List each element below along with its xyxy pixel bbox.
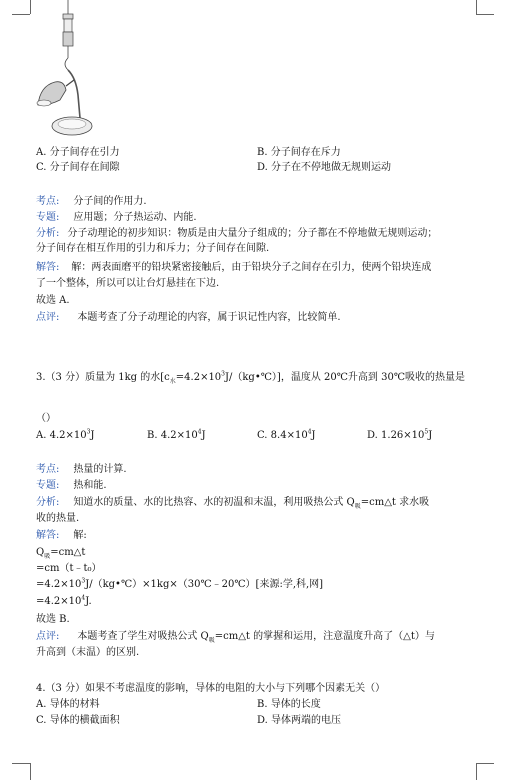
q1-jieda: 解答: 解：两表面磨平的铅块紧密接触后，由于铅块分子之间存在引力，使两个铅块连成 [36,262,432,273]
q1-option-a: A. 分子间存在引力 [36,147,120,158]
q3-fenxi-line2: 收的热量. [36,513,80,524]
crop-mark-top-right-h [476,14,494,15]
q3-paren: （） [36,413,56,424]
q3-kaodian: 考点: 热量的计算. [36,464,127,475]
q3-stem: 3.（3 分）质量为 1kg 的水$[c_水=4.2\times 10^3J/(kg•℃)]$，温度从 20℃升高到 30℃吸收的热量是 [36,370,466,385]
crop-mark-bottom-right-v [476,763,477,780]
q3-dianping-line2: 升高到（末温）的区别. [36,647,140,658]
q3-calc-line1: $Q_吸=cm\triangle t$ [36,547,86,560]
q4-option-c: C. 导体的横截面积 [36,715,120,726]
q1-fenxi: 分析: 分子动理论的初步知识：物质是由大量分子组成的；分子都在不停地做无规则运动； [36,228,438,239]
q3-option-d: D. $1.26\times 10^5J$ [367,428,433,441]
q1-option-b: B. 分子间存在斥力 [257,147,341,158]
q1-option-d: D. 分子在不停地做无规则运动 [257,162,392,173]
q3-zhuanti: 专题: 热和能. [36,480,107,491]
q1-dianping: 点评: 本题考查了分子动理论的内容，属于识记性内容，比较简单. [36,312,341,323]
q3-option-a: A. $4.2\times 10^3J$ [36,428,95,441]
q1-fenxi-line2: 分子间存在相互作用的引力和斥力；分子间存在间隙. [36,243,270,254]
q1-answer: 故选 A. [36,295,70,306]
q4-option-b: B. 导体的长度 [257,699,321,710]
q3-calc-line3: $=4.2\times 10^3J/(kg•℃)\times 1kg\times(30℃﹣20℃)$[来源:学,科,网] [36,577,324,590]
q4-stem: 4.（3 分）如果不考虑温度的影响，导体的电阻的大小与下列哪个因素无关（） [36,683,386,694]
q3-fenxi: 分析: 知道水的质量、水的比热容、水的初温和末温，利用吸热公式 $Q_吸=cm\triangle t$ 求水吸 [36,497,430,510]
q4-option-d: D. 导体两端的电压 [257,715,342,726]
crop-mark-top-right-v [476,0,477,14]
q1-zhuanti: 专题: 应用题；分子热运动、内能. [36,212,197,223]
q3-option-b: B. $4.2\times 10^4J$ [147,428,206,441]
q4-option-a: A. 导体的材料 [36,699,100,710]
crop-mark-bottom-left-v [30,763,31,780]
crop-mark-bottom-left-h [12,763,30,764]
q1-jieda-line2: 了一个整体，所以可以让台灯悬挂在下边. [36,278,220,289]
q1-kaodian: 考点: 分子间的作用力. [36,196,147,207]
crop-mark-top-left-h [12,14,30,15]
lamp-hanging-illustration [30,0,100,140]
q3-dianping: 点评: 本题考查了学生对吸热公式 $Q_吸=cm\triangle t$ 的掌握和运用，注意温度升高了（△t）与 [36,631,435,644]
q3-answer: 故选 B. [36,614,70,625]
q3-calc-line4: $=4.2\times 10^4J$. [36,594,92,607]
q3-calc-line2: =cm（t﹣t₀） [36,563,102,574]
q1-option-c: C. 分子间存在间隙 [36,162,120,173]
q3-jieda: 解答: 解: [36,530,87,541]
q3-option-c: C. $8.4\times 10^4J$ [257,428,316,441]
crop-mark-bottom-right-h [476,763,494,764]
